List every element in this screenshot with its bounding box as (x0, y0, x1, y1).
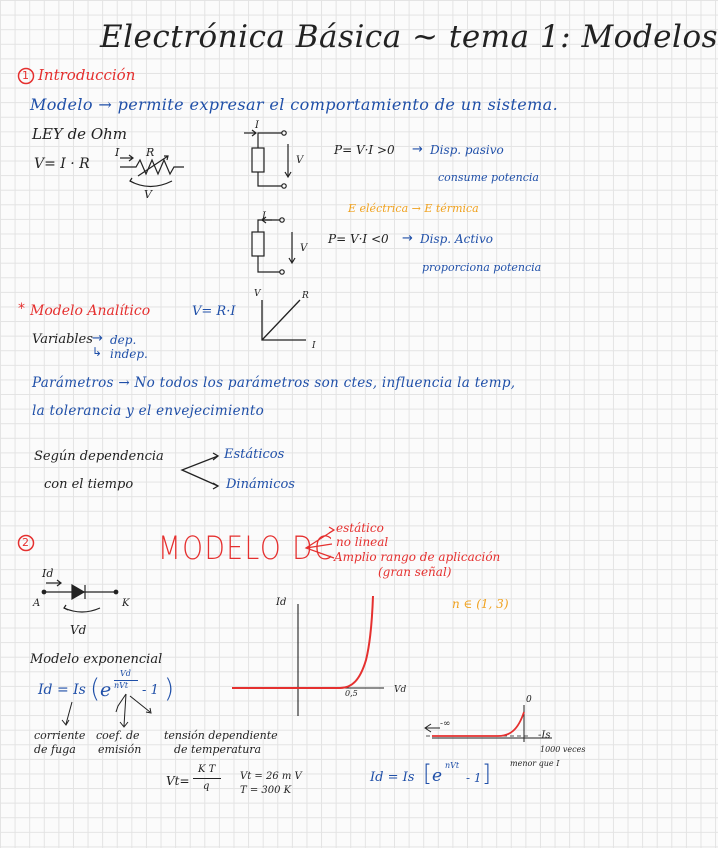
ohm-voltage-label: V (144, 188, 152, 201)
arrow-indep-icon: ↳ (92, 345, 103, 359)
property-wide-range: Amplio rango de aplicación (334, 550, 501, 564)
vt-formula-left: Vt= (166, 774, 190, 788)
arrow-active-icon: → (402, 231, 413, 246)
analytic-model-formula: V= R·I (192, 304, 236, 319)
diode-equation-left: Id = Is (38, 682, 86, 698)
parameters-line-1: Parámetros → No todos los parámetros son ctes, influencia la temp, (32, 375, 516, 391)
iv-plot-threshold-label: 0,5 (345, 689, 358, 698)
diode-current-label: Id (42, 567, 54, 580)
variables-independent: indep. (110, 347, 148, 361)
reverse-equation-exponent: nVt (445, 761, 460, 770)
dc-model-title: MODELO DC (158, 529, 335, 567)
graph-v-axis-label: V (254, 289, 261, 299)
graph-i-axis-label: I (312, 341, 316, 351)
property-nonlinear: no lineal (336, 535, 389, 549)
static-label: Estáticos (224, 447, 285, 462)
vt-value: Vt = 26 m V (240, 771, 302, 782)
resistor-sketch (120, 155, 184, 187)
reverse-plot-infinity-label: -∞ (440, 719, 451, 729)
iv-plot-x-label: Vd (394, 685, 407, 695)
arrow-dep-icon: → (92, 331, 103, 346)
emission-coef-label-1: coef. de (96, 729, 140, 742)
analytic-model-title: Modelo Analítico (30, 303, 151, 319)
passive-device-label: Disp. pasivo (430, 143, 504, 157)
vt-formula-denominator: q (203, 781, 210, 792)
passive-current-label: I (255, 120, 259, 131)
passive-circuit (244, 130, 291, 188)
equation-exponent-den: nVt (114, 681, 129, 690)
reverse-plot-is-label: -Is (538, 730, 551, 741)
exponential-model-title: Modelo exponencial (30, 652, 163, 667)
time-dependency-line-1: Según dependencia (34, 449, 164, 464)
passive-voltage-label: V (296, 155, 304, 166)
reverse-plot-note-2: menor que I (510, 759, 560, 768)
arrow-passive-icon: → (412, 142, 423, 157)
emission-range-note: n ∈ (1, 3) (452, 597, 509, 611)
section-2-number: 2 (22, 536, 29, 549)
diode-anode-label: A (33, 598, 41, 609)
time-dependency-line-2: con el tiempo (44, 477, 134, 492)
section-1-heading: Introducción (38, 66, 136, 84)
reverse-plot-note-1: 1000 veces (540, 745, 586, 754)
diode-symbol (42, 580, 118, 612)
iv-plot-y-label: Id (276, 597, 287, 608)
equation-open-paren: ( (90, 674, 101, 704)
active-current-label: I (262, 211, 266, 222)
active-circuit (252, 217, 295, 274)
power-negative-formula: P= V·I <0 (328, 232, 389, 246)
equation-close-paren: ) (164, 674, 175, 704)
dynamic-label: Dinámicos (226, 477, 295, 492)
property-static: estático (336, 521, 384, 535)
classification-bracket (182, 453, 218, 489)
parameters-line-2: la tolerancia y el envejecimiento (32, 403, 265, 419)
ohm-resistor-label: R (146, 146, 155, 159)
reverse-plot-zero-label: 0 (526, 695, 532, 705)
equation-minus-one: - 1 (142, 683, 159, 698)
intro-definition: Modelo → permite expresar el comportamiento de un sistema. (30, 95, 559, 114)
diode-voltage-label: Vd (70, 623, 87, 637)
linear-graph (262, 300, 306, 340)
leakage-label-1: corriente (34, 729, 86, 742)
bullet-asterisk-icon: * (18, 301, 25, 317)
reverse-equation-left: Id = Is (370, 770, 415, 785)
emission-coef-label-2: emisión (98, 743, 142, 756)
diode-cathode-label: K (122, 598, 130, 609)
graph-r-label: R (302, 291, 309, 301)
ohm-law-title: LEY de Ohm (32, 125, 128, 143)
thermal-voltage-label-1: tensión dependiente (164, 729, 278, 742)
page-title: Electrónica Básica ~ tema 1: Modelos (100, 19, 718, 55)
variables-dependent: dep. (110, 333, 137, 347)
active-device-label: Disp. Activo (420, 232, 493, 246)
active-device-note: proporciona potencia (422, 261, 542, 274)
energy-conversion-note: E eléctrica → E térmica (348, 202, 479, 215)
active-voltage-label: V (300, 243, 308, 254)
thermal-voltage-label-2: de temperatura (174, 743, 262, 756)
variables-label: Variables (32, 332, 93, 347)
leakage-label-2: de fuga (34, 743, 76, 756)
reverse-equation-open-bracket: [ (423, 761, 432, 787)
iv-curve-plot (232, 596, 384, 716)
equation-e-symbol: e (100, 679, 112, 701)
reverse-equation-e-symbol: e (432, 766, 443, 786)
section-1-number: 1 (22, 69, 29, 82)
ohm-law-formula: V= I · R (34, 156, 90, 172)
temperature-value: T = 300 K (240, 785, 292, 796)
property-large-signal: (gran señal) (378, 565, 452, 579)
vt-formula-bar (193, 778, 221, 779)
reverse-equation-minus-one: - 1 (466, 771, 482, 785)
passive-device-note: consume potencia (438, 171, 539, 184)
ohm-current-label: I (115, 146, 120, 159)
power-positive-formula: P= V·I >0 (334, 143, 395, 157)
vt-formula-numerator: K T (198, 764, 216, 775)
reverse-equation-close-bracket: ] (482, 761, 491, 787)
equation-exponent-num: Vd (120, 669, 131, 678)
